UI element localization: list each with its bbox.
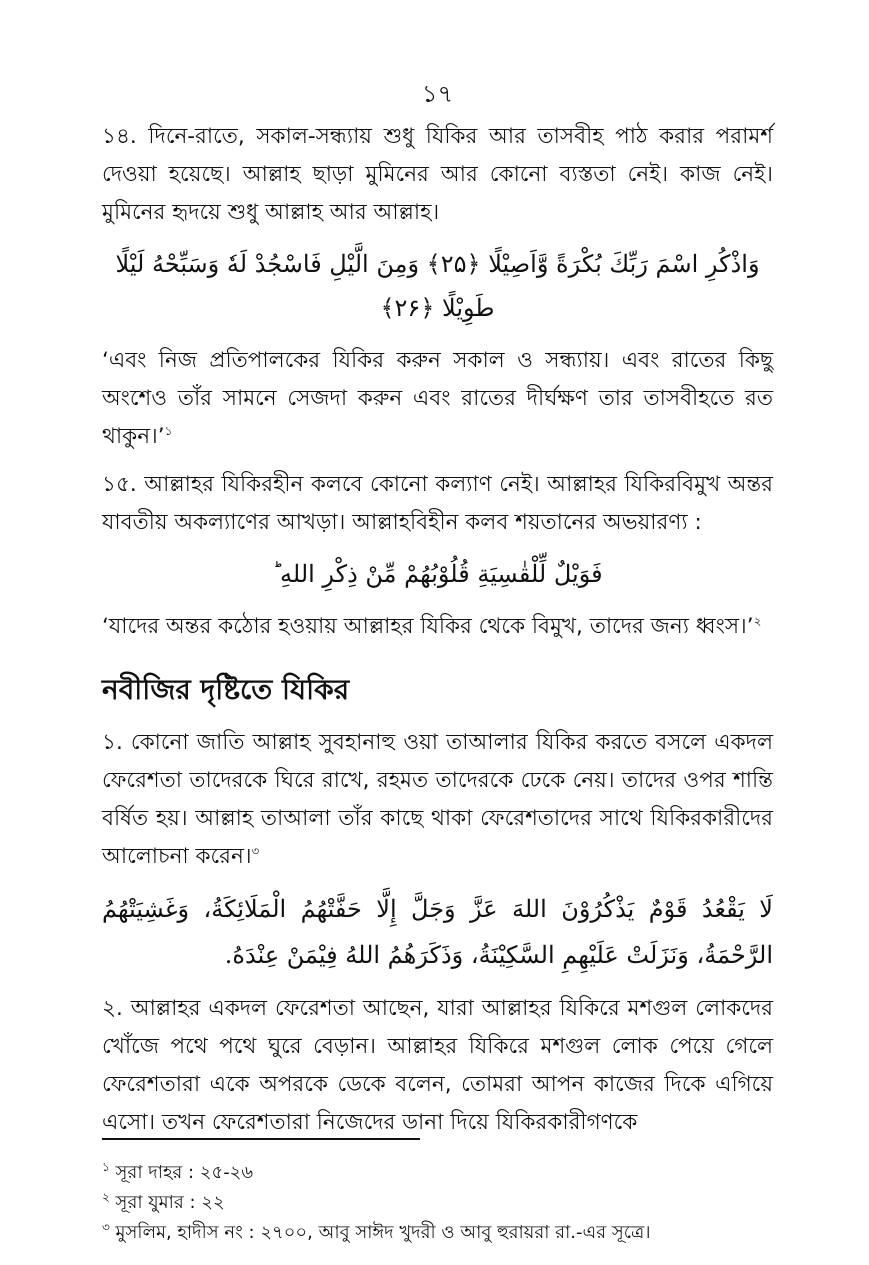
translation-zumar — [102, 608, 773, 646]
section-heading: নবীজির দৃষ্টিতে যিকির — [102, 673, 350, 706]
footnotes — [102, 1158, 782, 1248]
translation-dahr — [102, 342, 773, 456]
footnote-divider — [102, 1138, 420, 1140]
footnote-ref-1[interactable]: ১ — [164, 423, 173, 438]
quran-verse-dahr: وَاذْكُرِ اسْمَ رَبِّكَ بُكْرَةً وَّاَصِيْلًا ﴿۲۵﴾ وَمِنَ الَّيْلِ فَاسْجُدْ لَهٗ وَسَبِّحْهُ لَيْلًا طَوِيْلًا ﴿۲۶﴾ — [115, 250, 760, 322]
hadith-paragraph-1-text: ১. কোনো জাতি আল্লাহ সুবহানাহু ওয়া তাআলার যিকির করতে বসলে একদল ফেরেশতা তাদেরকে ঘিরে রাখে, রহমত তাদেরকে ঢেকে নেয়। তাদের ওপর শান্তি বর্ষিত হয়। আল্লাহ তাআলা তাঁর কাছে থাকা ফেরেশতাদের সাথে যিকিরকারীদের আলোচনা করেন। — [102, 730, 773, 869]
footnote-ref-3[interactable]: ৩ — [251, 843, 260, 858]
footnote-mark: ২ — [102, 1190, 110, 1204]
page-number: ১৭ — [421, 80, 454, 108]
footnote-text: সূরা যুমার : ২২ — [115, 1192, 225, 1213]
translation-zumar-text: ‘যাদের অন্তর কঠোর হওয়ায় আল্লাহর যিকির থেকে বিমুখ, তাদের জন্য ধ্বংস।’ — [102, 614, 754, 639]
footnote-2 — [102, 1188, 782, 1218]
hadith-paragraph-1 — [102, 724, 773, 876]
footnote-text: মুসলিম, হাদীস নং : ২৭০০, আবু সাঈদ খুদরী ও আবু হুরায়রা রা.-এর সূত্রে। — [115, 1222, 651, 1243]
paragraph-15 — [102, 466, 773, 542]
footnote-3 — [102, 1218, 782, 1248]
footnote-mark: ১ — [102, 1160, 110, 1174]
footnote-ref-2[interactable]: ২ — [753, 613, 762, 628]
hadith-paragraph-2 — [102, 990, 773, 1142]
paragraph-14 — [102, 118, 773, 232]
footnote-text: সূরা দাহর : ২৫-২৬ — [115, 1162, 254, 1183]
quran-verse-zumar: فَوَيْلٌ لِّلْقٰسِيَةِ قُلُوْبُهُمْ مِّنْ ذِكْرِ اللهِ ؕ — [272, 560, 603, 588]
paragraph-15-text: ১৫. আল্লাহর যিকিরহীন কলবে কোনো কল্যাণ নেই। আল্লাহর যিকিরবিমুখ অন্তর যাবতীয় অকল্যাণের আখড়া। আল্লাহবিহীন কলব শয়তানের অভয়ারণ্য : — [102, 472, 773, 535]
hadith-paragraph-2-text: ২. আল্লাহর একদল ফেরেশতা আছেন, যারা আল্লাহর যিকিরে মশগুল লোকদের খোঁজে পথে পথে ঘুরে বেড়ান। আল্লাহর যিকিরে মশগুল লোক পেয়ে গেলে ফেরেশতারা একে অপরকে ডেকে বলেন, তোমরা আপন কাজের দিকে এগিয়ে এসো। তখন ফেরেশতারা নিজেদের ডানা দিয়ে যিকিরকারীগণকে — [102, 996, 773, 1135]
paragraph-14-text: ১৪. দিনে-রাতে, সকাল-সন্ধ্যায় শুধু যিকির আর তাসবীহ পাঠ করার পরামর্শ দেওয়া হয়েছে। আল্লাহ ছাড়া মুমিনের আর কোনো ব্যস্ততা নেই। কাজ নেই। মুমিনের হৃদয়ে শুধু আল্লাহ আর আল্লাহ। — [102, 124, 773, 225]
footnote-1 — [102, 1158, 782, 1188]
hadith-arabic-text: لَا يَقْعُدُ قَوْمٌ يَذْكُرُوْنَ اللهَ عَزَّ وَجَلَّ إِلَّا حَفَّتْهُمُ الْمَلَائِكَةُ، وَغَشِيَتْهُمُ الرَّحْمَةُ، وَنَزَلَتْ عَلَيْهِمِ السَّكِيْنَةُ، وَذَكَرَهُمُ اللهُ فِيْمَنْ عِنْدَهُ. — [102, 895, 773, 969]
footnote-mark: ৩ — [102, 1220, 110, 1234]
translation-dahr-text: ‘এবং নিজ প্রতিপালকের যিকির করুন সকাল ও সন্ধ্যায়। এবং রাতের কিছু অংশেও তাঁর সামনে সেজদা করুন এবং রাতের দীর্ঘক্ষণ তার তাসবীহতে রত থাকুন।’ — [102, 348, 773, 449]
